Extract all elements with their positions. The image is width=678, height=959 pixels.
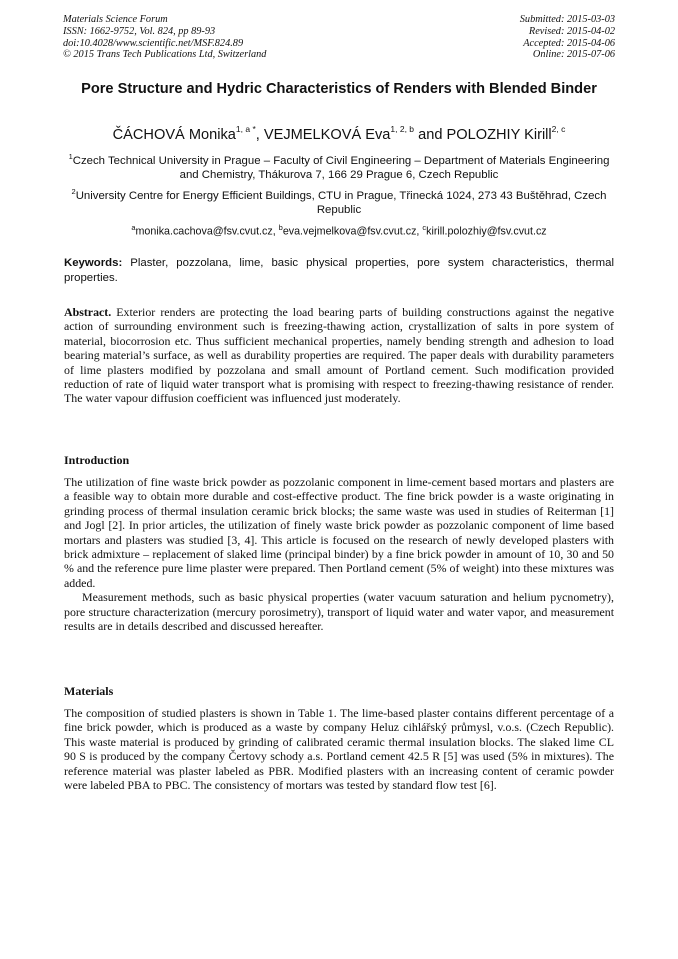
abstract — [64, 305, 614, 406]
affiliation-2 — [64, 185, 614, 218]
affiliation-text: University Centre for Energy Efficient Buildings, CTU in Prague, Třinecká 1024, 273 43 Buštěhrad, Czech Republic — [75, 189, 607, 217]
author-separator: , — [255, 126, 264, 143]
affiliation-marker: 1 — [68, 152, 73, 161]
author-superscript: 2, c — [551, 124, 566, 134]
affiliation-text: Czech Technical University in Prague – Faculty of Civil Engineering – Department of Materials Engineering and Chemistry, Thákurova 7, 166 29 Prague 6, Czech Republic — [72, 154, 610, 182]
affiliation-marker: 2 — [71, 187, 76, 196]
journal-issn: ISSN: 1662-9752, Vol. 824, pp 89-93 — [63, 25, 216, 37]
paragraph: The composition of studied plasters is shown in Table 1. The lime-based plaster contains different percentage of a fine brick powder, which is produced as a waste by company Heluz cihlářský průmysl, v.o.s. (Czech Republic). This waste material is produced by grinding of calibrated ceramic thermal insulation blocks. The slaked lime CL 90 S is produced by the company Čertovy schody a.s. Portland cement 42.5 R [5] was used (5% in mixtures). The reference material was plaster labeled as PBR. Modified plasters with an increasing content of ceramic powder were labeled PBA to PBC. The consistency of mortars was tested by standard flow test [6]. — [64, 706, 614, 793]
author-superscript: 1, 2, b — [390, 124, 415, 134]
keywords-label: Keywords: — [64, 257, 123, 269]
abstract-label: Abstract. — [64, 305, 112, 319]
revised-date: Revised: 2015-04-02 — [528, 25, 615, 37]
email-link[interactable]: monika.cachova@fsv.cvut.cz, — [135, 225, 279, 238]
author-name: ČÁCHOVÁ Monika — [112, 126, 236, 143]
paper-title: Pore Structure and Hydric Characteristics of Renders with Blended Binder — [81, 81, 597, 97]
email-link[interactable]: kirill.polozhiy@fsv.cvut.cz — [426, 225, 547, 238]
author-name: POLOZHIY Kirill — [446, 126, 552, 143]
journal-doi: doi:10.4028/www.scientific.net/MSF.824.89 — [63, 37, 244, 49]
accepted-date: Accepted: 2015-04-06 — [523, 37, 615, 49]
materials-section — [64, 706, 614, 792]
online-date: Online: 2015-07-06 — [532, 49, 615, 61]
submitted-date: Submitted: 2015-03-03 — [519, 14, 615, 25]
keywords-text: Plaster, pozzolana, lime, basic physical properties, pore system characteristics, thermal properties. — [64, 257, 614, 284]
email-marker: c — [422, 223, 427, 232]
author-name: VEJMELKOVÁ Eva — [263, 126, 391, 143]
email-link[interactable]: eva.vejmelkova@fsv.cvut.cz, — [282, 225, 423, 238]
introduction-section — [64, 475, 614, 633]
email-marker: b — [278, 223, 283, 232]
journal-info — [63, 14, 266, 61]
author-list — [40, 121, 638, 144]
submission-dates — [520, 14, 615, 61]
affiliation-1 — [64, 150, 614, 183]
keywords — [64, 256, 614, 285]
journal-copyright: © 2015 Trans Tech Publications Ltd, Switzerland — [63, 49, 267, 61]
paragraph: The utilization of fine waste brick powder as pozzolanic component in lime-cement based mortars and plasters are a feasible way to obtain more durable and cost-effective product. The fine brick powder is a waste originating in grinding process of thermal insulation ceramic brick blocks; the same waste was used in studies of Reiterman [1] and Jogl [2]. In prior articles, the utilization of finely waste brick powder as pozzolanic component of lime based mortars and plasters was studied [3, 4]. This article is focused on the research of newly developed plasters with brick admixture – replacement of slaked lime (principal binder) by a fine brick powder in amount of 10, 30 and 50 % and the reference pure lime plaster were prepared. Then Portland cement (5% of weight) into these mixtures was added. — [64, 475, 614, 590]
section-heading-materials: Materials — [64, 684, 114, 698]
abstract-text: Exterior renders are protecting the load bearing parts of building constructions against the negative action of surrounding environment such is freezing-thawing action, crystallization of salts in pore system of material, biocorrosion etc. Thus sufficient mechanical properties, namely bending strength and adhesion to load bearing material’s surface, as well as durability properties are required. The paper deals with durability parameters of lime plasters modified by pozzolana and small amount of Portland cement. Such modification provided reduction of rate of liquid water transport what is promising with respect to freezing-thawing resistance of render. The water vapour diffusion coefficient was influenced just moderately. — [64, 305, 614, 406]
paragraph: Measurement methods, such as basic physical properties (water vacuum saturation and helium pycnometry), pore structure characterization (mercury porosimetry), transport of liquid water and water vapor, and measurement results are in details described and discussed hereafter. — [64, 590, 614, 634]
email-list — [64, 221, 614, 239]
author-superscript: 1, a * — [235, 124, 256, 134]
author-separator: and — [414, 126, 447, 143]
journal-name: Materials Science Forum — [63, 14, 168, 25]
section-heading-introduction: Introduction — [64, 453, 130, 467]
email-marker: a — [131, 223, 136, 232]
